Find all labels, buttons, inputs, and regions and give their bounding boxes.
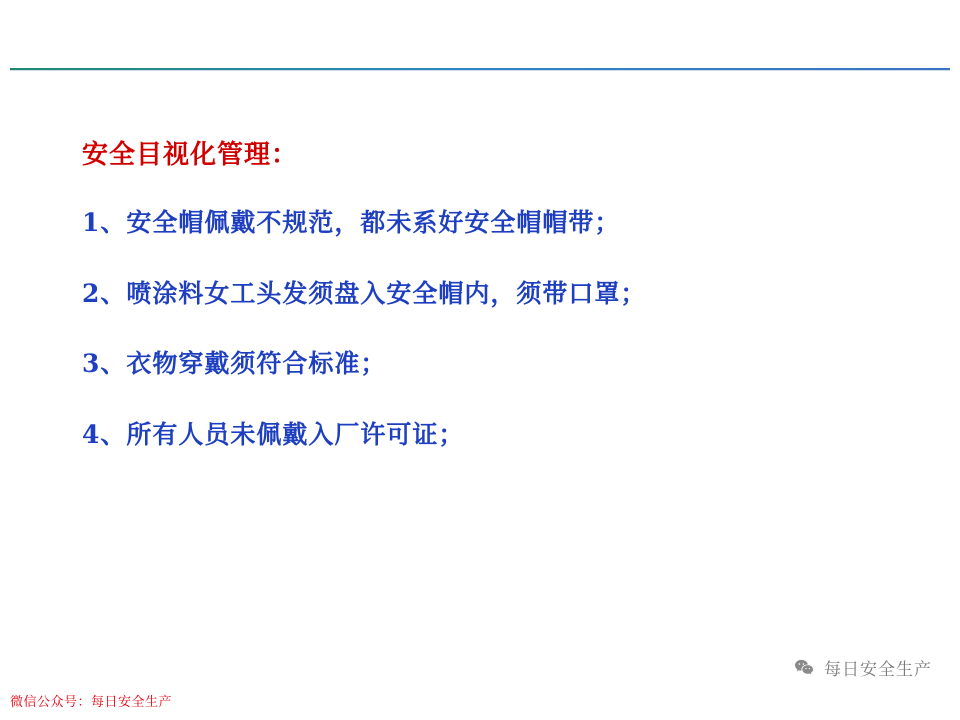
list-item: 4、所有人员未佩戴入厂许可证； [82, 419, 465, 449]
slide-left-edge [0, 0, 6, 720]
list-item: 1、安全帽佩戴不规范，都未系好安全帽帽带； [82, 208, 621, 238]
wechat-icon [793, 657, 815, 679]
slide-content [82, 140, 882, 451]
header-divider-shadow [10, 70, 950, 71]
watermark-bottom-left: 微信公众号：每日安全生产 [10, 695, 173, 710]
list-item: 3、衣物穿戴须符合标准； [82, 349, 387, 379]
slide-heading: 安全目视化管理： [82, 140, 299, 170]
watermark-bottom-right [793, 655, 932, 680]
watermark-bottom-right-label: 每日安全生产 [824, 660, 932, 680]
list-item: 2、喷涂料女工头发须盘入安全帽内，须带口罩； [82, 278, 647, 308]
